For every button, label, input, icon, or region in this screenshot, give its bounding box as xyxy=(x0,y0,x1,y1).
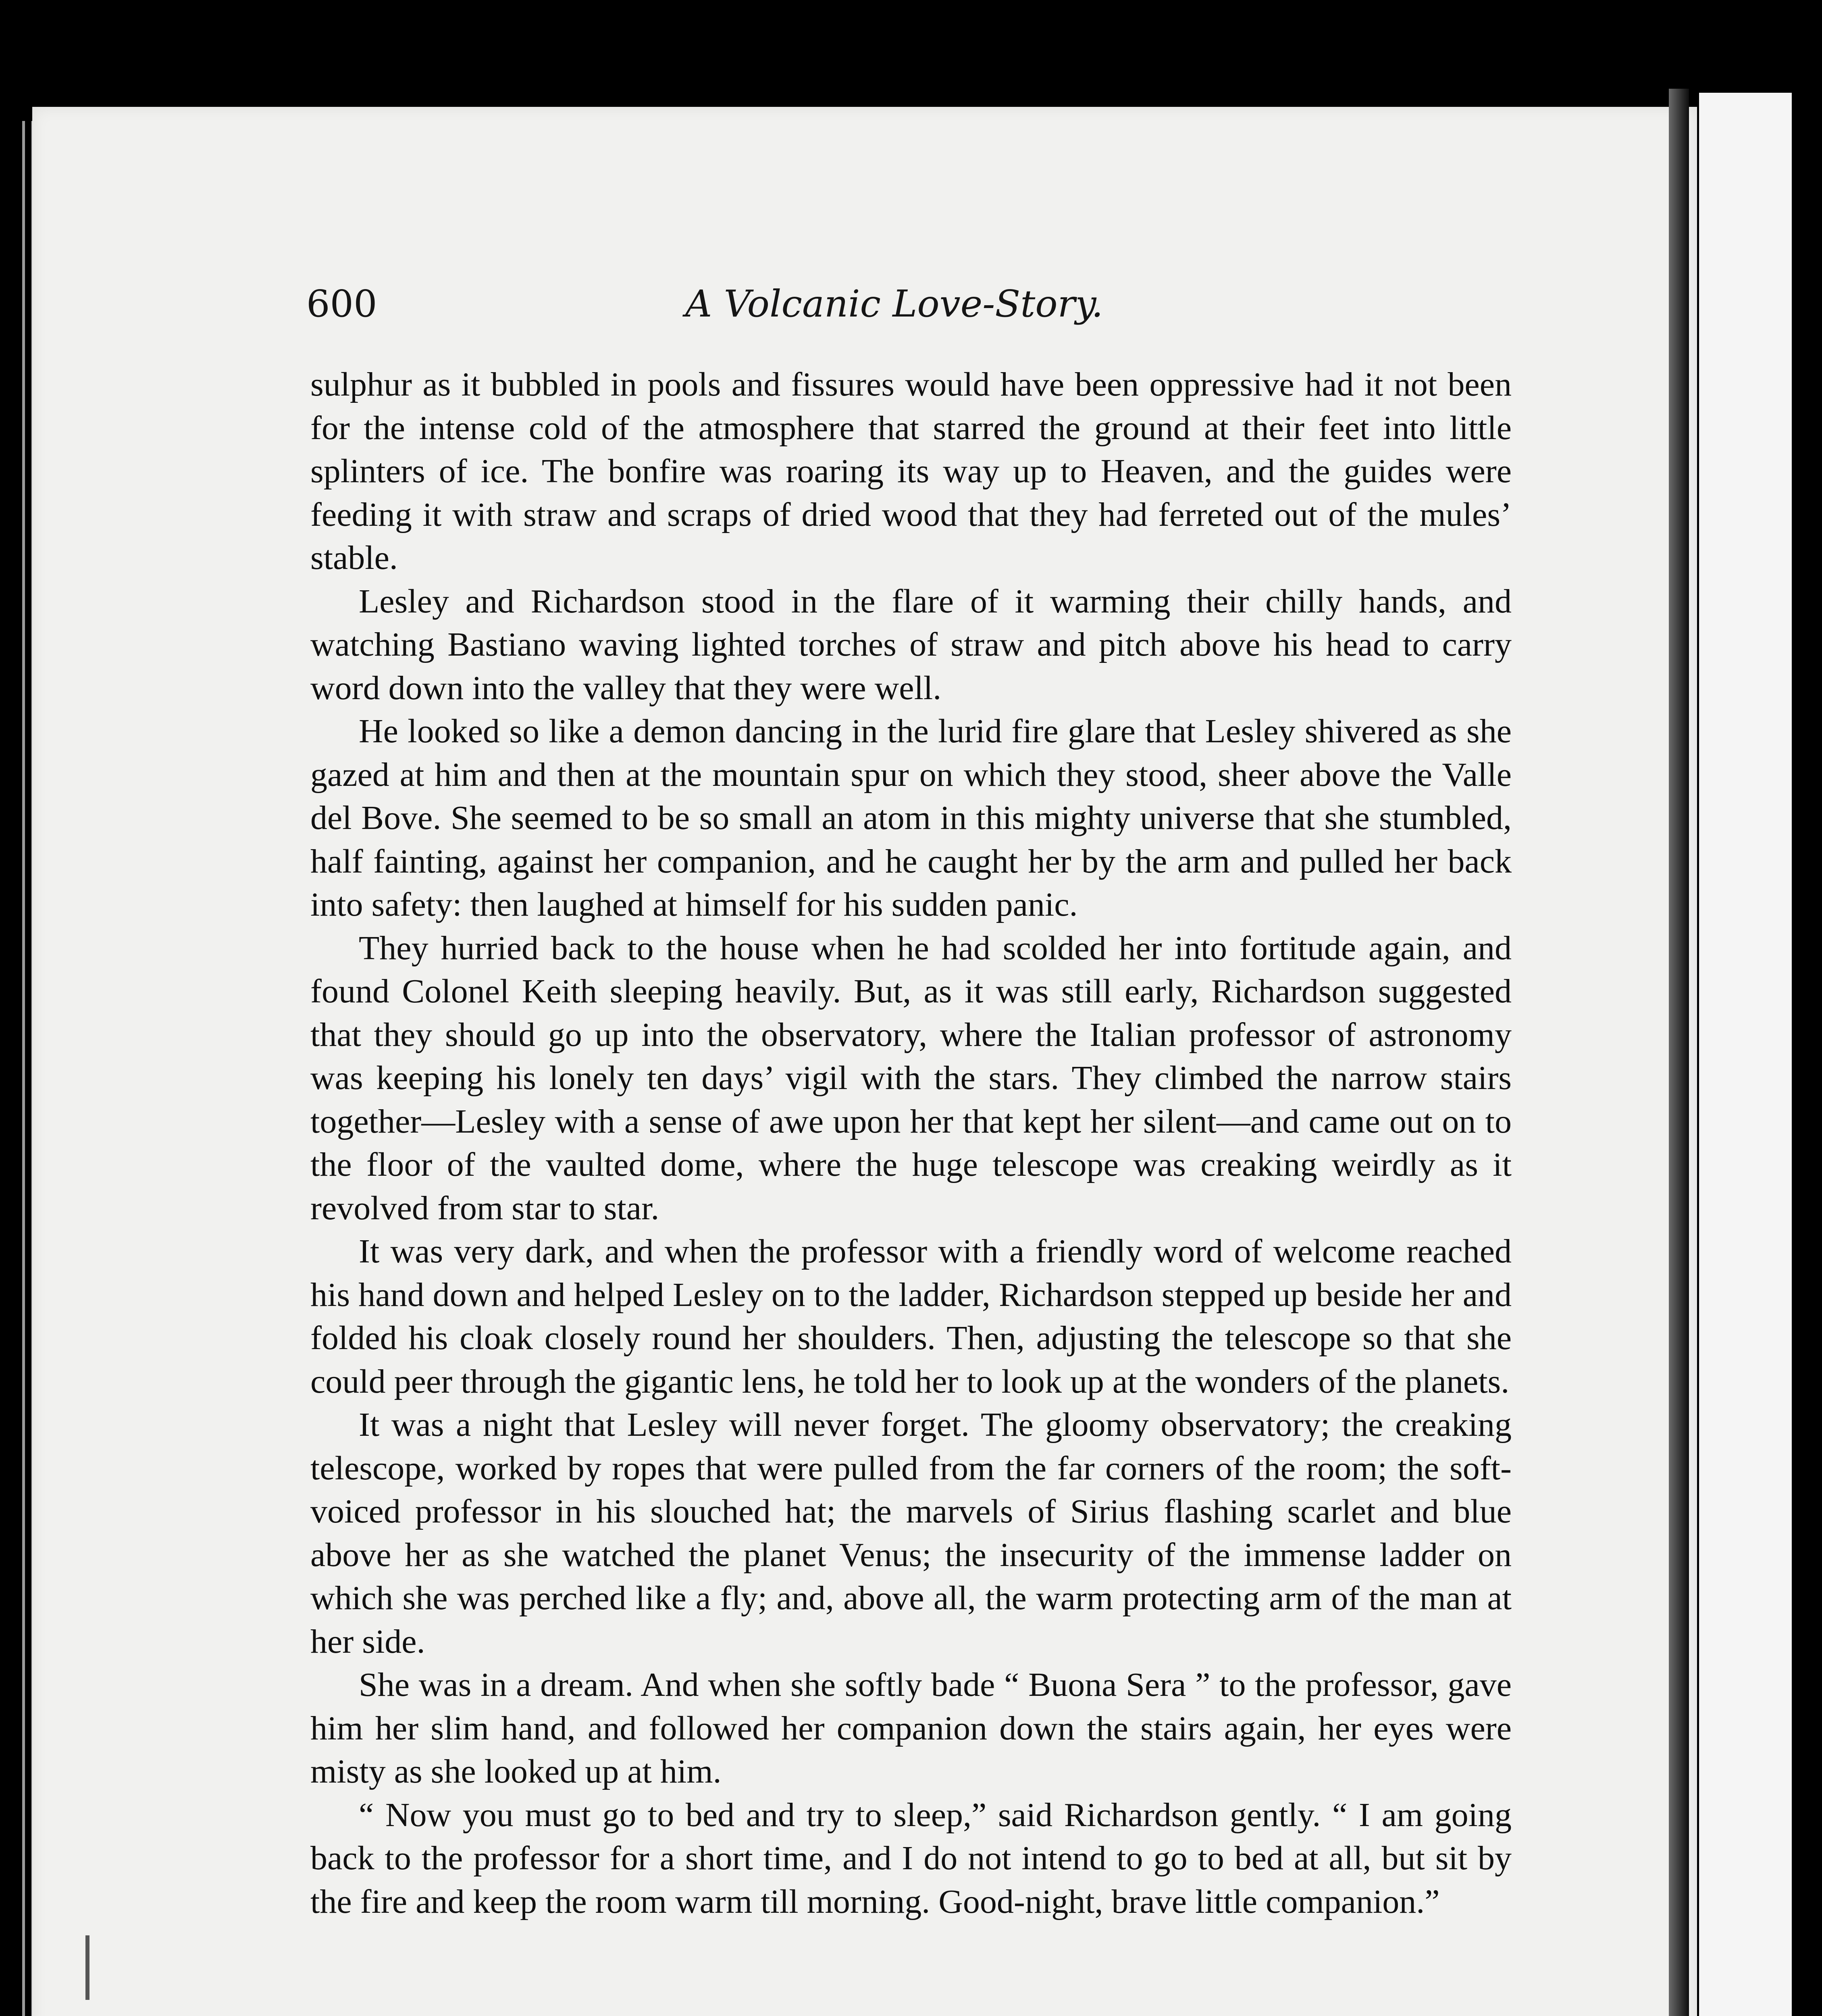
paragraph: “ Now you must go to bed and try to sleep,” said Richardson gently. “ I am going back to the professor for a short time, and I do not intend to go to bed at all, but sit by the fire and keep the room warm till morning. Good-night, brave little companion.” xyxy=(310,1796,1512,1920)
paragraph: He looked so like a demon dancing in the lurid fire glare that Lesley shivered as she gazed at him and then at the mountain spur on which they stood, sheer above the Valle del Bove. She seemed to be so small an atom in this mighty universe that she stumbled, half fainting, against her companion, and he caught her by the arm and pulled her back into safety: then laughed at himself for his sudden panic. xyxy=(310,712,1512,923)
page-number: 600 xyxy=(306,282,377,325)
paragraph: They hurried back to the house when he had scolded her into fortitude again, and found Colonel Keith sleeping heavily. But, as it was still early, Richardson suggested that they should go up into the observatory, where the Italian professor of astronomy was keeping his lonely ten days’ vigil with the stars. They climbed the narrow stairs together—Lesley with a sense of awe upon her that kept her silent—and came out on to the floor of the vaulted dome, where the huge telescope was creaking weirdly as it revolved from star to star. xyxy=(310,929,1512,1227)
running-head xyxy=(306,282,1121,331)
margin-mark xyxy=(85,1935,89,2000)
page-edge xyxy=(22,121,25,2016)
paragraph: sulphur as it bubbled in pools and fissures would have been oppressive had it not been for the intense cold of the atmosphere that starred the ground at their feet into little splinters of ice. The bonfire was roaring its way up to Heaven, and the guides were feeding it with straw and scraps of dried wood that they had ferreted out of the mules’ stable. xyxy=(310,366,1512,577)
running-title: A Volcanic Love-Story. xyxy=(685,282,1103,325)
next-page-edge xyxy=(1699,93,1792,2016)
paragraph: Lesley and Richardson stood in the flare of it warming their chilly hands, and watching Bastiano waving lighted torches of straw and pitch above his head to carry word down into the valley that they were well. xyxy=(310,582,1512,707)
body-text xyxy=(310,363,1512,1923)
paragraph: She was in a dream. And when she softly bade “ Buona Sera ” to the professor, gave him her slim hand, and followed her companion down the stairs again, her eyes were misty as she looked up at him. xyxy=(310,1666,1512,1790)
paragraph: It was very dark, and when the professor with a friendly word of welcome reached his hand down and helped Lesley on to the ladder, Richardson stepped up beside her and folded his cloak closely round her shoulders. Then, adjusting the telescope so that she could peer through the gigantic lens, he told her to look up at the wonders of the planets. xyxy=(310,1233,1512,1400)
book-binding xyxy=(1669,89,1689,2016)
paragraph: It was a night that Lesley will never forget. The gloomy observatory; the creaking telescope, worked by ropes that were pulled from the far corners of the room; the soft-voiced professor in his slouched hat; the marvels of Sirius flashing scarlet and blue above her as she watched the planet Venus; the insecurity of the immense ladder on which she was perched like a fly; and, above all, the warm protecting arm of the man at her side. xyxy=(310,1406,1512,1660)
